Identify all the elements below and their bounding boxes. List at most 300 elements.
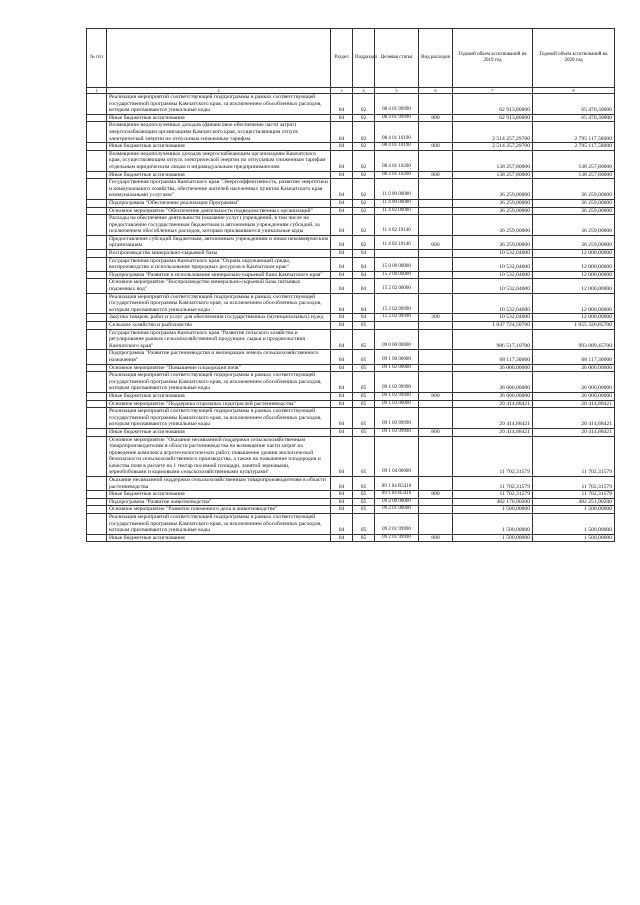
row-podrazdel: 05 bbox=[353, 392, 375, 400]
row-target-article: 08 4 01 10190 bbox=[375, 143, 419, 151]
row-amount-2020: 36 259,00000 bbox=[533, 199, 615, 207]
row-expense-type bbox=[419, 207, 453, 215]
row-name: Основное мероприятие "Повышение плодородия почв" bbox=[107, 364, 331, 372]
row-expense-type bbox=[419, 215, 453, 236]
table-row bbox=[87, 215, 615, 236]
row-expense-type bbox=[419, 150, 453, 171]
row-amount-2020: 12 000,00000 bbox=[533, 271, 615, 279]
row-target-article: 11 4 00 00000 bbox=[375, 199, 419, 207]
table-row bbox=[87, 477, 615, 491]
row-expense-type: 600 bbox=[419, 235, 453, 249]
row-name: Основное мероприятие "Оказание несвязанной поддержки сельскохозяйственным товаропроизводителям в области растениеводства на возмещение части затрат на проведение комплекса агротехнологических работ, повышение уровня экологической безопасности сельскохозяйственного производства, а также на повышение плодородия и качества почв в расчете на 1 гектар посевной площади, занятой зерновыми, зернобобовыми и кормовыми сельскохозяйственными культурами" bbox=[107, 436, 331, 477]
budget-table-page bbox=[86, 28, 614, 542]
table-row bbox=[87, 428, 615, 436]
row-amount-2020: 65 470,30000 bbox=[533, 94, 615, 115]
column-number: 6 bbox=[419, 88, 453, 94]
row-razdel: 04 bbox=[331, 94, 353, 115]
row-number bbox=[87, 271, 107, 279]
row-number bbox=[87, 257, 107, 271]
row-razdel: 04 bbox=[331, 491, 353, 499]
table-row bbox=[87, 279, 615, 293]
row-amount-2019: 10 532,04600 bbox=[453, 293, 533, 314]
row-amount-2020: 36 000,00000 bbox=[533, 364, 615, 372]
header-amount-2019: Годовой объем ассигнований на 2019 год bbox=[453, 29, 533, 88]
row-name: Предоставление субсидий бюджетным, автономным учреждениям и иным некоммерческим организациям bbox=[107, 235, 331, 249]
row-podrazdel: 02 bbox=[353, 179, 375, 200]
row-name: Иные бюджетные ассигнования bbox=[107, 392, 331, 400]
row-number bbox=[87, 498, 107, 506]
row-name: Реализация мероприятий соответствующей подпрограммы в рамках соответствующей государственной программы Камчатского края, за исключением обособленных расходов, которым присваиваются уникальные коды bbox=[107, 94, 331, 115]
row-amount-2020: 11 702,31579 bbox=[533, 477, 615, 491]
row-amount-2020: 36 259,00000 bbox=[533, 179, 615, 200]
table-row bbox=[87, 491, 615, 499]
table-row bbox=[87, 408, 615, 429]
row-podrazdel: 02 bbox=[353, 171, 375, 179]
row-name: Реализация мероприятий соответствующей подпрограммы в рамках соответствующей государственной программы Камчатского края, за исключением обособленных расходов, которым присваиваются уникальные коды bbox=[107, 372, 331, 393]
row-name: Реализация мероприятий соответствующей подпрограммы в рамках соответствующей государственной программы Камчатского края, за исключением обособленных расходов, которым присваиваются уникальные коды bbox=[107, 293, 331, 314]
row-number bbox=[87, 436, 107, 477]
row-amount-2020: 1 500,00000 bbox=[533, 506, 615, 514]
row-number bbox=[87, 235, 107, 249]
row-number bbox=[87, 171, 107, 179]
row-expense-type: 800 bbox=[419, 114, 453, 122]
table-row bbox=[87, 498, 615, 506]
table-row bbox=[87, 436, 615, 477]
column-number: 7 bbox=[453, 88, 533, 94]
row-razdel: 04 bbox=[331, 514, 353, 535]
header-name bbox=[107, 29, 331, 88]
row-amount-2020: 12 000,00000 bbox=[533, 250, 615, 258]
row-name: Иные бюджетные ассигнования bbox=[107, 428, 331, 436]
row-number bbox=[87, 428, 107, 436]
row-target-article: 15 2 00 00000 bbox=[375, 271, 419, 279]
table-body bbox=[87, 94, 615, 542]
row-name: Реализация мероприятий соответствующей подпрограммы в рамках соответствующей государственной программы Камчатского края, за исключением обособленных расходов, которым присваиваются уникальные коды bbox=[107, 408, 331, 429]
row-expense-type bbox=[419, 372, 453, 393]
row-expense-type bbox=[419, 322, 453, 330]
row-name: Основное мероприятие "Поддержка отдельных подотраслей растениеводства" bbox=[107, 400, 331, 408]
row-target-article: 09 1 02 00000 bbox=[375, 364, 419, 372]
row-target-article: 15 0 00 00000 bbox=[375, 257, 419, 271]
row-name: Подпрограмма "Развитие растениеводства и мелиорации земель сельскохозяйственного назначения" bbox=[107, 350, 331, 364]
row-expense-type bbox=[419, 257, 453, 271]
table-row bbox=[87, 257, 615, 271]
table-row bbox=[87, 322, 615, 330]
row-name: Иные бюджетные ассигнования bbox=[107, 143, 331, 151]
row-name: Сельское хозяйство и рыболовство bbox=[107, 322, 331, 330]
table-row bbox=[87, 392, 615, 400]
table-header-row bbox=[87, 29, 615, 88]
row-amount-2020: 65 470,30000 bbox=[533, 114, 615, 122]
row-amount-2020: 138 257,80000 bbox=[533, 150, 615, 171]
row-name: Иные бюджетные ассигнования bbox=[107, 114, 331, 122]
row-amount-2019: 138 257,80000 bbox=[453, 171, 533, 179]
row-target-article: 15 2 02 99990 bbox=[375, 314, 419, 322]
row-razdel: 04 bbox=[331, 400, 353, 408]
row-target-article: 09 0 00 00000 bbox=[375, 329, 419, 350]
row-number bbox=[87, 179, 107, 200]
row-amount-2019: 36 259,00000 bbox=[453, 199, 533, 207]
row-number bbox=[87, 350, 107, 364]
row-razdel: 04 bbox=[331, 408, 353, 429]
row-expense-type: 800 bbox=[419, 534, 453, 542]
row-amount-2019: 36 259,00000 bbox=[453, 235, 533, 249]
row-expense-type bbox=[419, 293, 453, 314]
row-podrazdel: 05 bbox=[353, 372, 375, 393]
header-amount-2020: Годовой объем ассигнований на 2020 год bbox=[533, 29, 615, 88]
row-razdel: 04 bbox=[331, 199, 353, 207]
row-target-article: 09 1 02 99990 bbox=[375, 392, 419, 400]
table-row bbox=[87, 534, 615, 542]
row-name: Оказание несвязанной поддержки сельскохозяйственным товаропроизводителям в области растениеводства bbox=[107, 477, 331, 491]
row-razdel: 04 bbox=[331, 498, 353, 506]
row-expense-type: 800 bbox=[419, 171, 453, 179]
row-target-article: 09 1 03 99990 bbox=[375, 428, 419, 436]
row-amount-2020: 12 000,00000 bbox=[533, 314, 615, 322]
row-name: Иные бюджетные ассигнования bbox=[107, 534, 331, 542]
row-amount-2019: 1 500,00000 bbox=[453, 534, 533, 542]
row-podrazdel: 05 bbox=[353, 428, 375, 436]
row-amount-2020: 11 702,31579 bbox=[533, 491, 615, 499]
row-razdel: 04 bbox=[331, 179, 353, 200]
table-row bbox=[87, 329, 615, 350]
row-podrazdel: 02 bbox=[353, 215, 375, 236]
row-amount-2019: 36 259,00000 bbox=[453, 179, 533, 200]
row-amount-2020: 2 795 117,58000 bbox=[533, 143, 615, 151]
table-row bbox=[87, 94, 615, 115]
row-amount-2019: 20 414,88421 bbox=[453, 400, 533, 408]
row-name: Возмещение недополученных доходов (финансовое обеспечение части затрат) энергоснабжающим организациям Камчатского края, осуществляющим отпуск электрической энергии по отпускным сниженным тарифам bbox=[107, 122, 331, 143]
row-expense-type: 800 bbox=[419, 143, 453, 151]
row-podrazdel: 04 bbox=[353, 279, 375, 293]
row-target-article: 09 2 00 00000 bbox=[375, 498, 419, 506]
row-number bbox=[87, 114, 107, 122]
row-target-article: 11 4 02 10140 bbox=[375, 235, 419, 249]
row-number bbox=[87, 364, 107, 372]
row-podrazdel: 04 bbox=[353, 314, 375, 322]
row-amount-2019: 36 259,00000 bbox=[453, 215, 533, 236]
row-number bbox=[87, 400, 107, 408]
row-number bbox=[87, 491, 107, 499]
row-expense-type bbox=[419, 94, 453, 115]
row-expense-type bbox=[419, 199, 453, 207]
row-amount-2019: 10 532,04600 bbox=[453, 250, 533, 258]
column-number: 4 bbox=[353, 88, 375, 94]
row-expense-type bbox=[419, 122, 453, 143]
row-target-article: 08 4 01 10190 bbox=[375, 122, 419, 143]
row-expense-type bbox=[419, 506, 453, 514]
row-name: Воспроизводство минерально-сырьевой базы bbox=[107, 250, 331, 258]
row-amount-2019: 10 532,04600 bbox=[453, 314, 533, 322]
row-amount-2019: 138 257,80000 bbox=[453, 150, 533, 171]
row-razdel: 04 bbox=[331, 436, 353, 477]
table-row bbox=[87, 271, 615, 279]
row-podrazdel: 05 bbox=[353, 498, 375, 506]
row-target-article: 08 4 01 99990 bbox=[375, 94, 419, 115]
row-podrazdel: 05 bbox=[353, 350, 375, 364]
row-podrazdel: 05 bbox=[353, 364, 375, 372]
row-podrazdel: 05 bbox=[353, 322, 375, 330]
header-num: № п/п bbox=[87, 29, 107, 88]
row-amount-2019: 10 532,04600 bbox=[453, 279, 533, 293]
row-amount-2019: 10 532,04600 bbox=[453, 271, 533, 279]
row-name: Основное мероприятие "Воспроизводство минерально-сырьевой базы питьевых подземных вод" bbox=[107, 279, 331, 293]
row-amount-2020: 68 117,30000 bbox=[533, 350, 615, 364]
row-amount-2020: 12 000,00000 bbox=[533, 257, 615, 271]
row-amount-2020: 20 414,88421 bbox=[533, 408, 615, 429]
budget-table bbox=[86, 28, 615, 542]
row-name: Расходы на обеспечение деятельности (оказание услуг) учреждений, в том числе на предоставление государственным бюджетным и автономным учреждениям субсидий, за исключением обособленных расходов, которым присваиваются уникальные коды bbox=[107, 215, 331, 236]
row-expense-type bbox=[419, 498, 453, 506]
row-name: Основное мероприятие "Обеспечение деятельности подведомственных организаций" bbox=[107, 207, 331, 215]
row-amount-2020: 20 414,88421 bbox=[533, 428, 615, 436]
row-number bbox=[87, 534, 107, 542]
row-target-article: 11 0 00 00000 bbox=[375, 179, 419, 200]
row-razdel: 04 bbox=[331, 207, 353, 215]
table-row bbox=[87, 114, 615, 122]
row-amount-2020: 482 251,90200 bbox=[533, 498, 615, 506]
row-razdel: 04 bbox=[331, 314, 353, 322]
row-name: Подпрограмма "Развитие животноводства" bbox=[107, 498, 331, 506]
row-expense-type bbox=[419, 179, 453, 200]
row-expense-type bbox=[419, 279, 453, 293]
row-amount-2020: 993 089,45700 bbox=[533, 329, 615, 350]
column-number: 5 bbox=[375, 88, 419, 94]
row-amount-2019: 986 517,10700 bbox=[453, 329, 533, 350]
row-podrazdel: 05 bbox=[353, 408, 375, 429]
row-number bbox=[87, 279, 107, 293]
row-amount-2020: 12 000,00000 bbox=[533, 279, 615, 293]
row-razdel: 04 bbox=[331, 215, 353, 236]
row-podrazdel: 04 bbox=[353, 293, 375, 314]
row-razdel: 04 bbox=[331, 122, 353, 143]
row-name: Государственная программа Камчатского края "Энергоэффективность, развитие энергетики и коммунального хозяйства, обеспечение жителей населенных пунктов Камчатского края коммунальными услугами" bbox=[107, 179, 331, 200]
table-row bbox=[87, 143, 615, 151]
row-name: Государственная программа Камчатского края "Развитие сельского хозяйства и регулирование рынков сельскохозяйственной продукции, сырья и продовольствия Камчатского края" bbox=[107, 329, 331, 350]
row-target-article bbox=[375, 322, 419, 330]
row-razdel: 04 bbox=[331, 506, 353, 514]
row-amount-2020: 1 500,00000 bbox=[533, 534, 615, 542]
row-podrazdel: 05 bbox=[353, 534, 375, 542]
row-amount-2019: 11 702,31579 bbox=[453, 436, 533, 477]
row-expense-type bbox=[419, 400, 453, 408]
row-amount-2019: 36 000,00000 bbox=[453, 364, 533, 372]
row-amount-2019: 1 047 724,50700 bbox=[453, 322, 533, 330]
row-expense-type bbox=[419, 477, 453, 491]
row-number bbox=[87, 372, 107, 393]
row-expense-type bbox=[419, 271, 453, 279]
row-podrazdel: 05 bbox=[353, 400, 375, 408]
table-row bbox=[87, 122, 615, 143]
row-number bbox=[87, 392, 107, 400]
row-expense-type bbox=[419, 436, 453, 477]
row-amount-2020: 1 500,00000 bbox=[533, 514, 615, 535]
table-row bbox=[87, 150, 615, 171]
row-amount-2019: 11 702,31579 bbox=[453, 491, 533, 499]
row-amount-2019: 62 913,80000 bbox=[453, 94, 533, 115]
row-target-article: 08 4 01 10200 bbox=[375, 171, 419, 179]
row-name: Возмещение недополученных доходов энергоснабжающим организациям Камчатского края, осуществляющим отпуск электрической энергии по отпускным сниженным тарифам отдельным юридическим лицам и индивидуальным предпринимателям bbox=[107, 150, 331, 171]
row-amount-2020: 36 259,00000 bbox=[533, 207, 615, 215]
row-number bbox=[87, 207, 107, 215]
table-row bbox=[87, 364, 615, 372]
row-razdel: 04 bbox=[331, 143, 353, 151]
row-podrazdel: 05 bbox=[353, 506, 375, 514]
row-target-article: 09 1 04 R5410 bbox=[375, 477, 419, 491]
row-amount-2019: 20 414,88421 bbox=[453, 408, 533, 429]
row-target-article: 15 2 02 99990 bbox=[375, 293, 419, 314]
row-podrazdel: 02 bbox=[353, 122, 375, 143]
row-podrazdel: 05 bbox=[353, 514, 375, 535]
row-podrazdel: 05 bbox=[353, 491, 375, 499]
row-expense-type bbox=[419, 329, 453, 350]
row-amount-2019: 1 500,00000 bbox=[453, 506, 533, 514]
header-razdel: Раздел bbox=[331, 29, 353, 88]
row-expense-type: 800 bbox=[419, 392, 453, 400]
row-amount-2019: 10 532,04600 bbox=[453, 257, 533, 271]
row-razdel: 04 bbox=[331, 279, 353, 293]
column-number: 1 bbox=[87, 88, 107, 94]
row-podrazdel: 05 bbox=[353, 436, 375, 477]
row-number bbox=[87, 122, 107, 143]
row-number bbox=[87, 199, 107, 207]
row-amount-2019: 68 117,30000 bbox=[453, 350, 533, 364]
row-podrazdel: 02 bbox=[353, 143, 375, 151]
row-podrazdel: 05 bbox=[353, 477, 375, 491]
row-number bbox=[87, 250, 107, 258]
row-target-article: 15 2 02 00000 bbox=[375, 279, 419, 293]
row-expense-type bbox=[419, 364, 453, 372]
row-amount-2019: 2 514 257,29700 bbox=[453, 122, 533, 143]
row-amount-2020: 36 259,00000 bbox=[533, 235, 615, 249]
row-number bbox=[87, 215, 107, 236]
row-amount-2020: 36 000,00000 bbox=[533, 392, 615, 400]
row-razdel: 04 bbox=[331, 271, 353, 279]
row-number bbox=[87, 293, 107, 314]
table-row bbox=[87, 235, 615, 249]
table-row bbox=[87, 171, 615, 179]
row-amount-2020: 36 000,00000 bbox=[533, 372, 615, 393]
row-target-article: 09 1 04 R5410 bbox=[375, 491, 419, 499]
row-number bbox=[87, 94, 107, 115]
table-row bbox=[87, 506, 615, 514]
row-podrazdel: 02 bbox=[353, 207, 375, 215]
row-name: Государственная программа Камчатского края "Охрана окружающей среды, воспроизводство и использование природных ресурсов в Камчатском крае" bbox=[107, 257, 331, 271]
table-row bbox=[87, 400, 615, 408]
row-expense-type bbox=[419, 514, 453, 535]
row-podrazdel: 02 bbox=[353, 199, 375, 207]
row-razdel: 04 bbox=[331, 171, 353, 179]
row-number bbox=[87, 143, 107, 151]
row-amount-2019: 1 500,00000 bbox=[453, 514, 533, 535]
row-target-article: 09 2 01 99990 bbox=[375, 534, 419, 542]
row-amount-2020: 2 795 117,58000 bbox=[533, 122, 615, 143]
row-number bbox=[87, 314, 107, 322]
row-expense-type: 200 bbox=[419, 314, 453, 322]
row-razdel: 04 bbox=[331, 235, 353, 249]
row-expense-type: 800 bbox=[419, 491, 453, 499]
row-name: Подпрограмма "Обеспечение реализации Программы" bbox=[107, 199, 331, 207]
row-target-article: 11 4 02 00000 bbox=[375, 207, 419, 215]
row-razdel: 04 bbox=[331, 293, 353, 314]
row-target-article: 09 2 01 00000 bbox=[375, 506, 419, 514]
row-podrazdel: 02 bbox=[353, 114, 375, 122]
row-podrazdel: 02 bbox=[353, 94, 375, 115]
table-row bbox=[87, 314, 615, 322]
table-row bbox=[87, 199, 615, 207]
row-target-article: 08 4 01 99990 bbox=[375, 114, 419, 122]
header-expense-type: Вид расходов bbox=[419, 29, 453, 88]
row-number bbox=[87, 408, 107, 429]
row-amount-2020: 11 702,31579 bbox=[533, 436, 615, 477]
row-name: Подпрограмма "Развитие и использование минерально-сырьевой базы Камчатского края" bbox=[107, 271, 331, 279]
row-amount-2020: 36 259,00000 bbox=[533, 215, 615, 236]
row-amount-2019: 36 259,00000 bbox=[453, 207, 533, 215]
table-row bbox=[87, 207, 615, 215]
row-name: Реализация мероприятий соответствующей подпрограммы в рамках соответствующей государственной программы Камчатского края, за исключением обособленных расходов, которым присваиваются уникальные коды bbox=[107, 514, 331, 535]
row-number bbox=[87, 322, 107, 330]
row-target-article: 08 4 01 10200 bbox=[375, 150, 419, 171]
row-expense-type bbox=[419, 250, 453, 258]
row-razdel: 04 bbox=[331, 322, 353, 330]
header-target-article: Целевая статья bbox=[375, 29, 419, 88]
table-row bbox=[87, 179, 615, 200]
row-razdel: 04 bbox=[331, 350, 353, 364]
row-amount-2020: 12 000,00000 bbox=[533, 293, 615, 314]
row-expense-type: 800 bbox=[419, 428, 453, 436]
row-target-article: 09 2 01 99990 bbox=[375, 514, 419, 535]
row-razdel: 04 bbox=[331, 150, 353, 171]
row-target-article: 11 4 02 10140 bbox=[375, 215, 419, 236]
table-row bbox=[87, 514, 615, 535]
row-razdel: 04 bbox=[331, 250, 353, 258]
row-razdel: 04 bbox=[331, 428, 353, 436]
column-number: 8 bbox=[533, 88, 615, 94]
row-amount-2019: 11 702,31579 bbox=[453, 477, 533, 491]
row-number bbox=[87, 150, 107, 171]
row-razdel: 04 bbox=[331, 329, 353, 350]
row-amount-2020: 20 414,88421 bbox=[533, 400, 615, 408]
row-podrazdel: 05 bbox=[353, 329, 375, 350]
row-podrazdel: 04 bbox=[353, 271, 375, 279]
row-amount-2019: 36 000,00000 bbox=[453, 372, 533, 393]
row-target-article bbox=[375, 250, 419, 258]
row-name: Иные бюджетные ассигнования bbox=[107, 491, 331, 499]
row-number bbox=[87, 477, 107, 491]
column-number: 3 bbox=[331, 88, 353, 94]
row-razdel: 04 bbox=[331, 477, 353, 491]
row-razdel: 04 bbox=[331, 364, 353, 372]
row-amount-2019: 36 000,00000 bbox=[453, 392, 533, 400]
row-number bbox=[87, 506, 107, 514]
row-razdel: 04 bbox=[331, 372, 353, 393]
row-name: Закупка товаров, работ и услуг для обеспечения государственных (муниципальных) нужд bbox=[107, 314, 331, 322]
row-target-article: 09 1 02 99990 bbox=[375, 372, 419, 393]
row-name: Основное мероприятие "Развитие племенного дела в животноводстве" bbox=[107, 506, 331, 514]
table-row bbox=[87, 293, 615, 314]
row-amount-2020: 1 055 326,85700 bbox=[533, 322, 615, 330]
row-amount-2020: 138 257,80000 bbox=[533, 171, 615, 179]
row-amount-2019: 62 913,80000 bbox=[453, 114, 533, 122]
row-amount-2019: 2 514 257,29700 bbox=[453, 143, 533, 151]
row-podrazdel: 02 bbox=[353, 235, 375, 249]
column-number: 2 bbox=[107, 88, 331, 94]
row-name: Иные бюджетные ассигнования bbox=[107, 171, 331, 179]
row-razdel: 04 bbox=[331, 392, 353, 400]
row-podrazdel: 04 bbox=[353, 257, 375, 271]
table-row bbox=[87, 250, 615, 258]
row-expense-type bbox=[419, 350, 453, 364]
